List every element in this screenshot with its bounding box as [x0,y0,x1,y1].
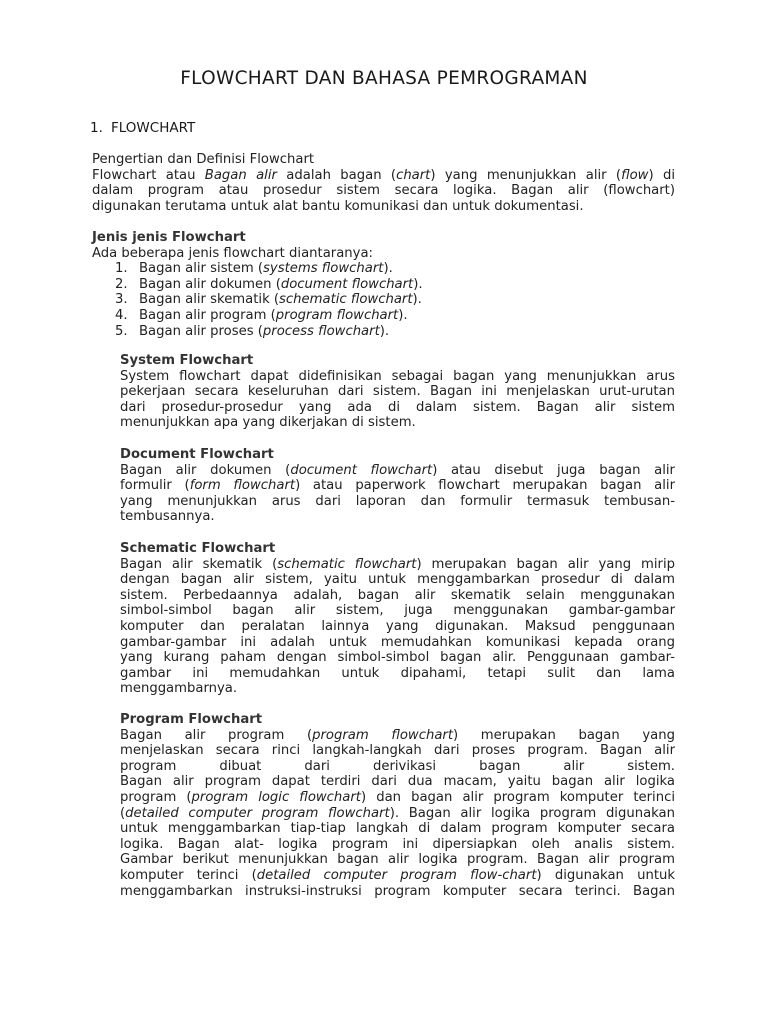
paragraph-line: Bagan alir program (program flowchart) merupakan bagan yang [120,727,675,743]
document-flowchart-section [120,447,675,525]
definition-line: Flowchart atau Bagan alir adalah bagan (chart) yang menunjukkan alir (flow) di [92,167,675,183]
types-section [92,230,675,339]
paragraph-line: Bagan alir dokumen (document flowchart) atau disebut juga bagan alir [120,462,675,478]
paragraph-line: menjelaskan secara rinci langkah-langkah dari proses program. Bagan alir [120,743,675,759]
paragraph-line: Gambar berikut menunjukkan bagan alir logika program. Bagan alir program [120,852,675,868]
paragraph-line: gambar-gambar ini adalah untuk memudahkan komunikasi kepada orang [120,634,675,650]
section-number: 1. [90,120,103,136]
paragraph-line: yang kurang paham dengan simbol-simbol bagan alir. Penggunaan gambar- [120,650,675,666]
definition-heading: Pengertian dan Definisi Flowchart [92,152,315,167]
paragraph-line: program dibuat dari derivikasi bagan alir sistem. [120,758,675,774]
paragraph-line: logika. Bagan alat- logika program ini dipersiapkan oleh analis sistem. [120,836,675,852]
paragraph-line: komputer dan peralatan lainnya yang digunakan. Maksud penggunaan [120,618,675,634]
paragraph-line: simbol-simbol bagan alir sistem, juga menggunakan gambar-gambar [120,603,675,619]
list-item: 3. Bagan alir skematik (schematic flowchart). [115,292,422,308]
paragraph-line: System flowchart dapat didefinisikan sebagai bagan yang menunjukkan arus [120,368,675,384]
section-title: FLOWCHART [111,120,196,136]
list-item: 5. Bagan alir proses (process flowchart). [115,323,390,339]
paragraph-line: komputer terinci (detailed computer program flow-chart) digunakan untuk [120,867,675,883]
types-list [92,261,675,339]
document-heading: Document Flowchart [120,447,274,462]
paragraph-line: untuk menggambarkan tiap-tiap langkah di dalam program komputer secara [120,821,675,837]
schematic-heading: Schematic Flowchart [120,541,276,556]
paragraph-line: menunjukkan apa yang dikerjakan di sistem. [120,415,416,431]
system-flowchart-section [120,353,675,431]
paragraph-line: dari prosedur-prosedur yang ada di dalam sistem. Bagan alir sistem [120,399,675,415]
paragraph-line: (detailed computer program flowchart). Bagan alir logika program digunakan [120,805,675,821]
definition-line: digunakan terutama untuk alat bantu komunikasi dan untuk dokumentasi. [92,198,584,214]
paragraph-line: menggambarkan instruksi-instruksi program komputer secara terinci. Bagan [120,883,675,899]
system-heading: System Flowchart [120,353,254,368]
paragraph-line: tembusannya. [120,509,215,525]
paragraph-line: menggambarnya. [120,681,238,697]
program-flowchart-section [120,712,675,899]
schematic-flowchart-section [120,541,675,697]
paragraph-line: program (program logic flowchart) dan bagan alir program komputer terinci [120,789,675,805]
paragraph-line: dengan bagan alir sistem, yaitu untuk menggambarkan prosedur di dalam [120,572,675,588]
list-item: 1. Bagan alir sistem (systems flowchart). [115,261,393,277]
paragraph-line: pekerjaan secara keseluruhan dari sistem. Bagan ini menjelaskan urut-urutan [120,384,675,400]
paragraph-line: formulir (form flowchart) atau paperwork flowchart merupakan bagan alir [120,478,675,494]
paragraph-line: Bagan alir skematik (schematic flowchart) merupakan bagan alir yang mirip [120,556,675,572]
paragraph-line: sistem. Perbedaannya adalah, bagan alir skematik selain menggunakan [120,587,675,603]
definition-line: dalam program atau prosedur sistem secara logika. Bagan alir (flowchart) [92,183,675,199]
list-item: 4. Bagan alir program (program flowchart). [115,307,408,323]
section-heading-flowchart [90,121,195,137]
definition-section [92,152,675,214]
list-item: 2. Bagan alir dokumen (document flowchart). [115,276,423,292]
types-intro: Ada beberapa jenis flowchart diantaranya: [92,245,373,261]
types-heading: Jenis jenis Flowchart [92,230,246,245]
page-title: FLOWCHART DAN BAHASA PEMROGRAMAN [180,68,588,89]
program-heading: Program Flowchart [120,712,263,727]
paragraph-line: Bagan alir program dapat terdiri dari dua macam, yaitu bagan alir logika [120,774,675,790]
paragraph-line: yang menunjukkan arus dari laporan dan formulir termasuk tembusan- [120,493,675,509]
paragraph-line: gambar ini memudahkan untuk dipahami, tetapi sulit dan lama [120,665,675,681]
